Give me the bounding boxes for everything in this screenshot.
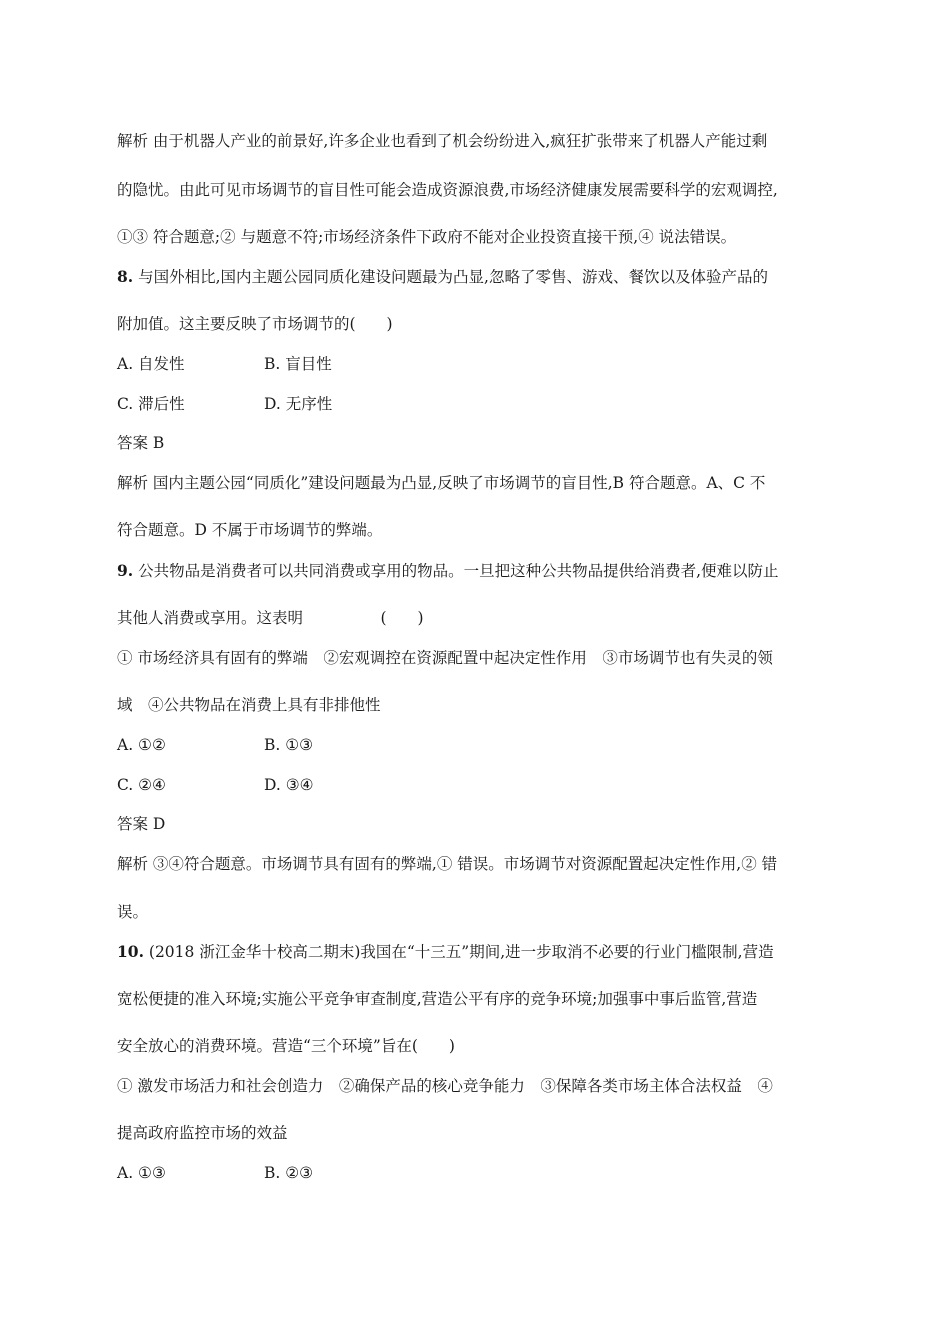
q9-stem-text-1: 公共物品是消费者可以共同消费或享用的物品。一旦把这种公共物品提供给消费者,便难以防止 — [133, 562, 779, 580]
q8-analysis-line-2: 符合题意。D 不属于市场调节的弊端。 — [117, 521, 383, 539]
q8-number: 8. — [117, 267, 134, 286]
q9-stem-line-1 — [117, 561, 837, 581]
q10-option-b: B. ②③ — [264, 1164, 314, 1182]
q10-stem-line-3: 安全放心的消费环境。营造“三个环境”旨在( ) — [117, 1037, 455, 1055]
q8-options-row-1 — [117, 354, 837, 374]
q9-answer: 答案 D — [117, 815, 166, 833]
q9-stem-line-2: 其他人消费或享用。这表明 ( ) — [117, 609, 424, 627]
q8-stem-line-1 — [117, 267, 837, 287]
analysis-prev-line-2: 的隐忧。由此可见市场调节的盲目性可能会造成资源浪费,市场经济健康发展需要科学的宏观调控, — [117, 181, 778, 199]
q9-options-row-1 — [117, 735, 837, 755]
q9-stem-line-4: 域 ④公共物品在消费上具有非排他性 — [117, 696, 381, 714]
q8-option-a: A. 自发性 — [117, 355, 185, 373]
q8-answer: 答案 B — [117, 434, 165, 452]
q9-option-d: D. ③④ — [264, 776, 314, 794]
q8-option-b: B. 盲目性 — [264, 355, 332, 373]
q10-stem-text-1: (2018 浙江金华十校高二期末)我国在“十三五”期间,进一步取消不必要的行业门槛限制,营造 — [143, 943, 774, 961]
q10-option-a: A. ①③ — [117, 1164, 166, 1182]
q10-number: 10. — [117, 942, 144, 961]
q9-option-b: B. ①③ — [264, 736, 314, 754]
q9-analysis-line-2: 误。 — [117, 903, 149, 921]
q8-stem-text-1: 与国外相比,国内主题公园同质化建设问题最为凸显,忽略了零售、游戏、餐饮以及体验产品的 — [133, 268, 768, 286]
q8-option-d: D. 无序性 — [264, 395, 333, 413]
q10-stem-line-2: 宽松便捷的准入环境;实施公平竞争审查制度,营造公平有序的竞争环境;加强事中事后监管,营造 — [117, 990, 758, 1008]
analysis-prev-line-1: 解析 由于机器人产业的前景好,许多企业也看到了机会纷纷进入,疯狂扩张带来了机器人产能过剩 — [117, 132, 768, 150]
q9-stem-line-3: ① 市场经济具有固有的弊端 ②宏观调控在资源配置中起决定性作用 ③市场调节也有失灵的领 — [117, 649, 773, 667]
q9-number: 9. — [117, 561, 134, 580]
q8-options-row-2 — [117, 394, 837, 414]
q8-option-c: C. 滞后性 — [117, 395, 185, 413]
q9-option-c: C. ②④ — [117, 776, 166, 794]
q10-stem-line-1 — [117, 942, 837, 962]
q10-options-row-1 — [117, 1163, 837, 1183]
q8-analysis-line-1: 解析 国内主题公园“同质化”建设问题最为凸显,反映了市场调节的盲目性,B 符合题意。A、C 不 — [117, 474, 766, 492]
q10-stem-line-5: 提高政府监控市场的效益 — [117, 1124, 288, 1142]
q9-option-a: A. ①② — [117, 736, 166, 754]
q8-stem-line-2: 附加值。这主要反映了市场调节的( ) — [117, 315, 393, 333]
q10-stem-line-4: ① 激发市场活力和社会创造力 ②确保产品的核心竞争能力 ③保障各类市场主体合法权益 ④ — [117, 1077, 773, 1095]
q9-options-row-2 — [117, 775, 837, 795]
q9-analysis-line-1: 解析 ③④符合题意。市场调节具有固有的弊端,① 错误。市场调节对资源配置起决定性作用,② 错 — [117, 855, 778, 873]
analysis-prev-line-3: ①③ 符合题意;② 与题意不符;市场经济条件下政府不能对企业投资直接干预,④ 说法错误。 — [117, 228, 737, 246]
